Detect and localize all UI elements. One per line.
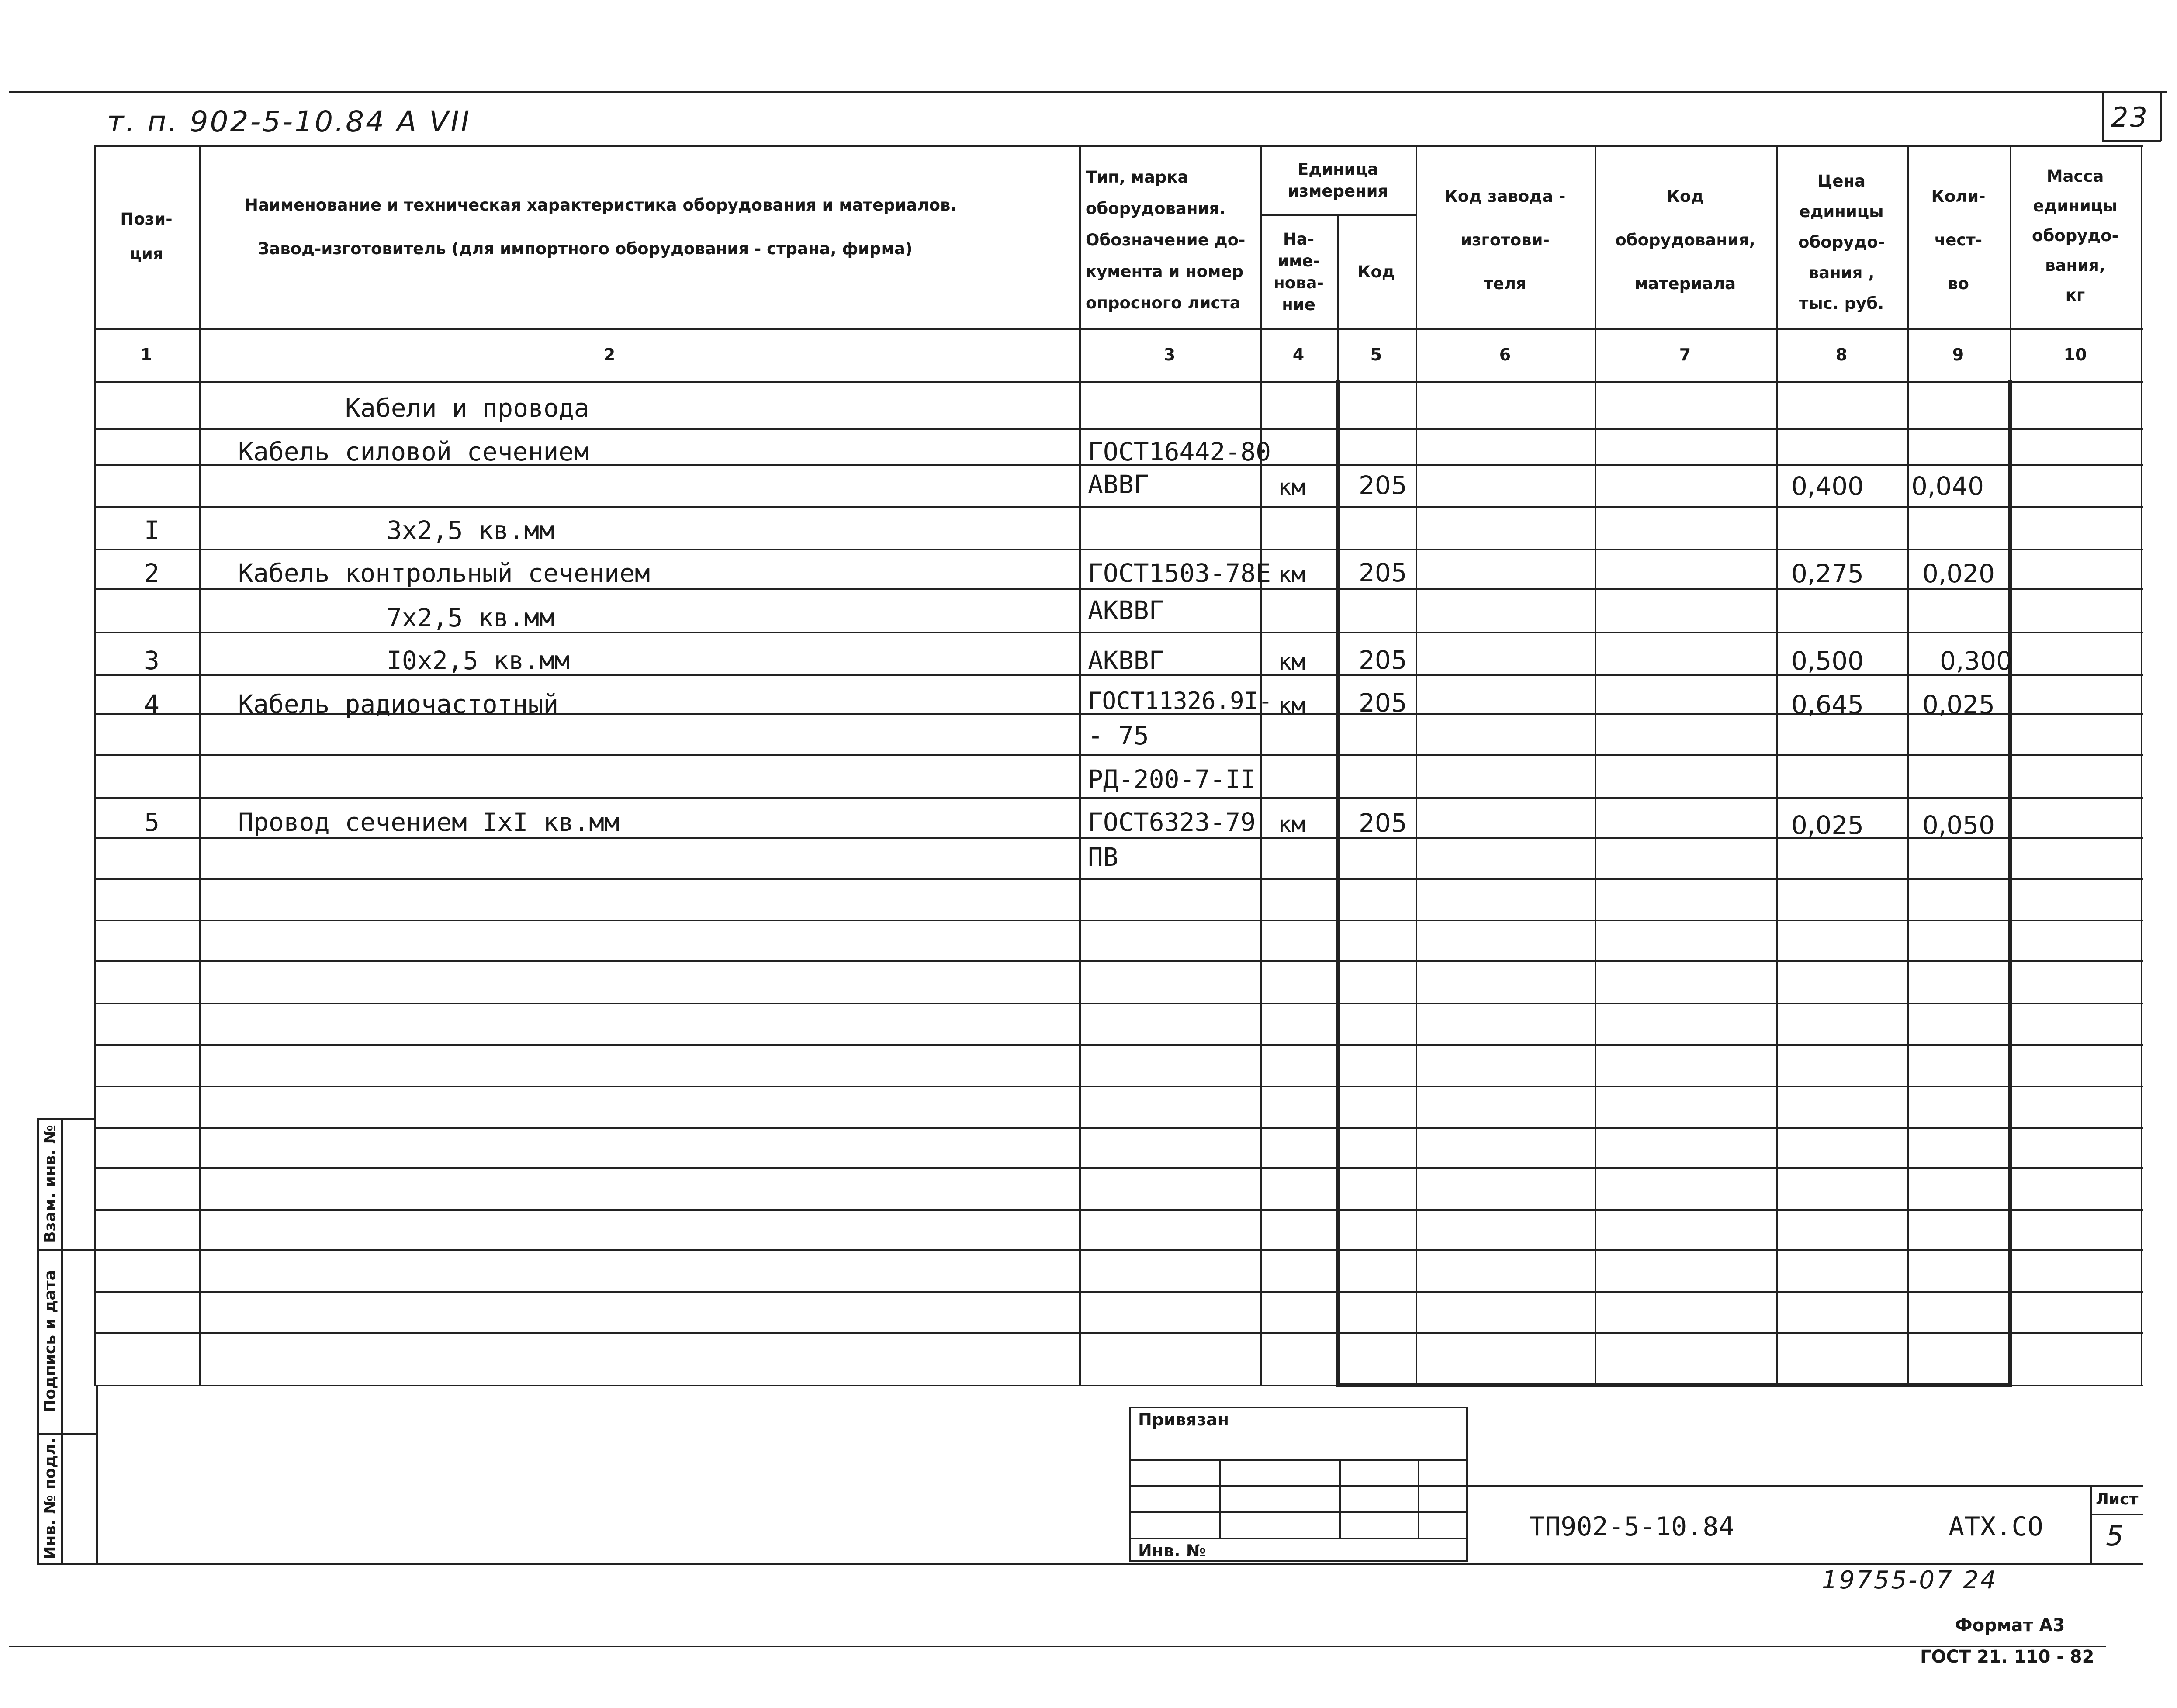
col-number-10: 10 bbox=[2063, 345, 2087, 364]
row-divider-line bbox=[94, 1044, 2143, 1046]
col-line-5 bbox=[1416, 145, 1417, 1386]
row-qty: 0,040 bbox=[1911, 471, 1984, 501]
row-divider-line bbox=[94, 1086, 2143, 1087]
row-code: 205 bbox=[1359, 808, 1407, 838]
col-line-6 bbox=[1595, 145, 1596, 1386]
binding-stamp-line-3 bbox=[1129, 1511, 1468, 1513]
row-type: ГОСТ1503-78Е bbox=[1088, 558, 1271, 588]
row-type: ПВ bbox=[1088, 842, 1118, 872]
row-divider-line bbox=[94, 1249, 2143, 1251]
page-number-box-right bbox=[2160, 91, 2162, 141]
binding-stamp-vline-2 bbox=[1339, 1459, 1341, 1538]
header-price: Цена единицы оборудо- вания , тыс. руб. bbox=[1798, 172, 1885, 313]
frame-bottom-line bbox=[37, 1563, 2143, 1565]
top-border-line bbox=[9, 91, 2167, 93]
row-name: Кабель силовой сечением bbox=[238, 437, 589, 467]
thick-block-left bbox=[1336, 380, 1340, 1385]
col-number-2: 2 bbox=[603, 345, 616, 364]
bottom-page-line bbox=[9, 1646, 2106, 1647]
col-line-3 bbox=[1260, 145, 1262, 1386]
document-code: АТХ.СО bbox=[1949, 1511, 2043, 1542]
row-divider-line bbox=[94, 428, 2143, 430]
binding-stamp-line-1 bbox=[1129, 1459, 1468, 1461]
header-unit-name: На- име- нова- ние bbox=[1274, 229, 1324, 314]
row-position: 3 bbox=[144, 646, 159, 675]
inv-number-label: Инв. № bbox=[1138, 1541, 1206, 1560]
col-number-5: 5 bbox=[1370, 345, 1382, 364]
row-name: Кабель радиочастотный bbox=[238, 689, 559, 719]
row-divider-line bbox=[94, 1332, 2143, 1334]
title-block-top-line bbox=[1468, 1485, 2143, 1487]
page-number: 23 bbox=[2111, 101, 2149, 133]
row-name: 7х2,5 кв.мм bbox=[387, 603, 555, 633]
row-unit: км bbox=[1278, 649, 1305, 675]
row-type: АКВВГ bbox=[1088, 595, 1164, 625]
row-position: I bbox=[144, 515, 159, 545]
row-divider-line bbox=[94, 1127, 2143, 1129]
row-code: 205 bbox=[1359, 470, 1407, 500]
sheet-box-divider bbox=[2090, 1514, 2143, 1515]
col-line-2 bbox=[1079, 145, 1081, 1386]
col-line-10 bbox=[2141, 145, 2142, 1386]
row-position: 2 bbox=[144, 558, 159, 588]
header-type: Тип, марка оборудования. Обозначение до- кумента и номер опросного листа bbox=[1086, 168, 1246, 312]
row-name: Кабели и провода bbox=[345, 393, 589, 423]
row-type: АВВГ bbox=[1088, 470, 1149, 499]
col-number-4: 4 bbox=[1292, 345, 1305, 364]
col-number-3: 3 bbox=[1163, 345, 1176, 364]
header-quantity: Коли- чест- во bbox=[1931, 187, 1986, 293]
frame-left-bottom bbox=[96, 1385, 98, 1564]
col-number-6: 6 bbox=[1499, 345, 1511, 364]
col-number-9: 9 bbox=[1952, 345, 1964, 364]
binding-stamp-line-2 bbox=[1129, 1485, 1468, 1487]
row-name: Кабель контрольный сечением bbox=[238, 558, 650, 588]
row-price: 0,500 bbox=[1791, 646, 1864, 676]
row-unit: км bbox=[1278, 812, 1305, 838]
binding-stamp-line-4 bbox=[1129, 1538, 1468, 1539]
header-position: Пози- ция bbox=[120, 210, 173, 263]
row-price: 0,645 bbox=[1791, 690, 1864, 719]
row-code: 205 bbox=[1359, 645, 1407, 675]
row-unit: км bbox=[1278, 693, 1305, 719]
row-divider-line bbox=[94, 797, 2143, 799]
col-number-1: 1 bbox=[140, 345, 152, 364]
handwritten-archive-number: 19755-07 24 bbox=[1822, 1566, 1998, 1594]
row-qty: 0,025 bbox=[1922, 690, 1995, 719]
row-type: - 75 bbox=[1088, 721, 1149, 750]
row-code: 205 bbox=[1359, 558, 1407, 588]
row-divider-line bbox=[94, 754, 2143, 756]
row-divider-line bbox=[94, 549, 2143, 550]
row-type: РД-200-7-II bbox=[1088, 764, 1256, 794]
col-line-7 bbox=[1776, 145, 1778, 1386]
row-unit: км bbox=[1278, 474, 1305, 501]
row-type: ГОСТ11326.9I- bbox=[1088, 687, 1273, 715]
side-strip-outer-left bbox=[37, 1118, 39, 1564]
row-type: АКВВГ bbox=[1088, 646, 1164, 675]
row-code: 205 bbox=[1359, 688, 1407, 718]
project-code: ТП902-5-10.84 bbox=[1529, 1511, 1734, 1542]
side-label-original-inv: Инв. № подл. bbox=[41, 1438, 59, 1559]
row-qty: 0,020 bbox=[1922, 559, 1995, 588]
row-qty: 0,050 bbox=[1922, 810, 1995, 840]
row-price: 0,275 bbox=[1791, 559, 1864, 588]
row-type: ГОСТ6323-79 bbox=[1088, 807, 1256, 837]
handwritten-project-reference: т. п. 902-5-10.84 А VII bbox=[107, 105, 471, 138]
header-bottom-line bbox=[94, 328, 2143, 330]
header-unit-code: Код bbox=[1357, 262, 1395, 281]
thick-block-right bbox=[2008, 380, 2012, 1385]
row-divider-line bbox=[94, 1209, 2143, 1211]
row-name: I0х2,5 кв.мм bbox=[387, 646, 570, 675]
header-equipment-code: Код оборудования, материала bbox=[1615, 187, 1755, 293]
col-line-1 bbox=[199, 145, 201, 1386]
row-divider-line bbox=[94, 506, 2143, 508]
side-strip-inner bbox=[61, 1118, 63, 1564]
row-position: 4 bbox=[144, 689, 159, 719]
standard-reference: ГОСТ 21. 110 - 82 bbox=[1920, 1647, 2094, 1667]
header-mass: Масса единицы оборудо- вания, кг bbox=[2032, 167, 2118, 304]
binding-stamp-vline-1 bbox=[1219, 1459, 1221, 1538]
row-divider-line bbox=[94, 878, 2143, 880]
row-divider-line bbox=[94, 920, 2143, 921]
row-price: 0,400 bbox=[1791, 471, 1864, 501]
page-number-box-left bbox=[2102, 91, 2104, 141]
col-line-0 bbox=[94, 145, 96, 1386]
row-name: 3х2,5 кв.мм bbox=[387, 515, 555, 545]
table-top-line bbox=[94, 145, 2143, 147]
page-number-box-bottom bbox=[2102, 140, 2161, 142]
sheet-label: Лист bbox=[2096, 1490, 2139, 1508]
paper-format: Формат А3 bbox=[1955, 1615, 2065, 1635]
row-position: 5 bbox=[144, 807, 159, 837]
row-type: ГОСТ16442-80 bbox=[1088, 437, 1271, 467]
row-unit: км bbox=[1278, 562, 1305, 588]
binding-label: Привязан bbox=[1138, 1410, 1229, 1429]
side-label-signature-date: Подпись и дата bbox=[41, 1270, 59, 1413]
table-bottom-line bbox=[94, 1385, 2143, 1386]
col-number-8: 8 bbox=[1835, 345, 1848, 364]
row-qty: 0,300 bbox=[1940, 646, 2013, 676]
header-name: Наименование и техническая характеристика оборудования и материалов. Завод-изготовитель (для импортного оборудования - страна, фирма) bbox=[245, 196, 957, 258]
header-factory-code: Код завода - изготови- теля bbox=[1444, 187, 1566, 293]
row-divider-line bbox=[94, 1003, 2143, 1004]
binding-stamp-vline-3 bbox=[1418, 1459, 1419, 1538]
col-line-8 bbox=[1907, 145, 1909, 1386]
header-unit-group: Единица измерения bbox=[1288, 159, 1388, 201]
row-name: Провод сечением IхI кв.мм bbox=[238, 807, 620, 837]
row-price: 0,025 bbox=[1791, 810, 1864, 840]
col-number-7: 7 bbox=[1679, 345, 1691, 364]
numbers-bottom-line bbox=[94, 381, 2143, 383]
row-divider-line bbox=[94, 960, 2143, 962]
row-divider-line bbox=[94, 1291, 2143, 1293]
sheet-number: 5 bbox=[2106, 1520, 2125, 1552]
side-label-replace-inv: Взам. инв. № bbox=[41, 1125, 59, 1243]
row-divider-line bbox=[94, 1167, 2143, 1169]
